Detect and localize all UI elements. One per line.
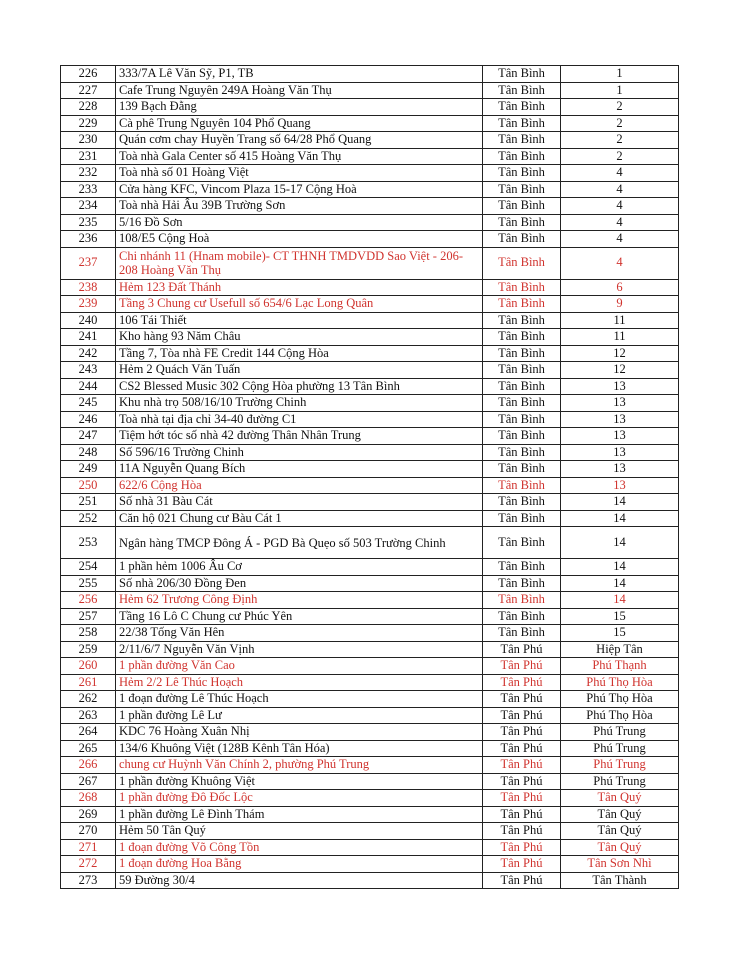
table-row — [61, 214, 679, 231]
table-row — [61, 132, 679, 149]
row-address: CS2 Blessed Music 302 Cộng Hòa phường 13 Tân Bình — [116, 378, 483, 395]
row-district: Tân Bình — [483, 99, 561, 116]
row-number: 259 — [61, 641, 116, 658]
table-row — [61, 592, 679, 609]
row-ward: Phú Thọ Hòa — [561, 707, 679, 724]
table-row — [61, 839, 679, 856]
row-address: 22/38 Tống Văn Hên — [116, 625, 483, 642]
table-row — [61, 625, 679, 642]
row-number: 257 — [61, 608, 116, 625]
row-ward: 4 — [561, 198, 679, 215]
row-address: Hẻm 50 Tân Quý — [116, 823, 483, 840]
row-number: 250 — [61, 477, 116, 494]
row-district: Tân Bình — [483, 444, 561, 461]
row-address: 108/E5 Cộng Hoà — [116, 231, 483, 248]
row-ward: 9 — [561, 296, 679, 313]
row-district: Tân Phú — [483, 856, 561, 873]
location-table — [60, 65, 679, 889]
row-address: 11A Nguyễn Quang Bích — [116, 461, 483, 478]
row-district: Tân Phú — [483, 674, 561, 691]
row-ward: 12 — [561, 362, 679, 379]
row-district: Tân Bình — [483, 115, 561, 132]
row-ward: Phú Trung — [561, 740, 679, 757]
row-address: Hẻm 62 Trương Công Định — [116, 592, 483, 609]
row-ward: 13 — [561, 461, 679, 478]
row-ward: Tân Quý — [561, 790, 679, 807]
row-number: 272 — [61, 856, 116, 873]
row-address: 139 Bạch Đằng — [116, 99, 483, 116]
row-address: Toà nhà Gala Center số 415 Hoàng Văn Thụ — [116, 148, 483, 165]
table-row — [61, 773, 679, 790]
table-row — [61, 165, 679, 182]
row-number: 253 — [61, 527, 116, 559]
row-number: 254 — [61, 559, 116, 576]
row-address: 1 đoạn đường Hoa Bằng — [116, 856, 483, 873]
row-ward: 2 — [561, 148, 679, 165]
row-number: 258 — [61, 625, 116, 642]
row-ward: 13 — [561, 477, 679, 494]
row-district: Tân Bình — [483, 575, 561, 592]
table-row — [61, 444, 679, 461]
row-ward: 4 — [561, 181, 679, 198]
row-number: 229 — [61, 115, 116, 132]
row-ward: 4 — [561, 165, 679, 182]
row-address: Số nhà 206/30 Đồng Đen — [116, 575, 483, 592]
row-number: 236 — [61, 231, 116, 248]
table-row — [61, 115, 679, 132]
row-number: 235 — [61, 214, 116, 231]
row-district: Tân Bình — [483, 395, 561, 412]
row-district: Tân Phú — [483, 691, 561, 708]
row-address: 1 phần hẻm 1006 Âu Cơ — [116, 559, 483, 576]
row-number: 246 — [61, 411, 116, 428]
row-address: KDC 76 Hoàng Xuân Nhị — [116, 724, 483, 741]
row-ward: 2 — [561, 115, 679, 132]
row-address: 5/16 Đồ Sơn — [116, 214, 483, 231]
row-district: Tân Phú — [483, 773, 561, 790]
row-number: 264 — [61, 724, 116, 741]
row-number: 237 — [61, 247, 116, 279]
table-row — [61, 247, 679, 279]
row-district: Tân Bình — [483, 214, 561, 231]
row-district: Tân Phú — [483, 823, 561, 840]
row-address: 59 Đường 30/4 — [116, 872, 483, 889]
row-ward: 13 — [561, 411, 679, 428]
row-district: Tân Phú — [483, 740, 561, 757]
table-row — [61, 461, 679, 478]
table-row — [61, 790, 679, 807]
row-number: 228 — [61, 99, 116, 116]
row-district: Tân Bình — [483, 231, 561, 248]
row-address: Chi nhánh 11 (Hnam mobile)- CT THNH TMDVDD Sao Việt - 206-208 Hoàng Văn Thụ — [116, 247, 483, 279]
row-district: Tân Bình — [483, 362, 561, 379]
row-number: 244 — [61, 378, 116, 395]
row-address: Hẻm 2/2 Lê Thúc Hoạch — [116, 674, 483, 691]
row-ward: 14 — [561, 575, 679, 592]
row-ward: 4 — [561, 214, 679, 231]
row-district: Tân Bình — [483, 428, 561, 445]
table-row — [61, 757, 679, 774]
table-row — [61, 707, 679, 724]
row-number: 245 — [61, 395, 116, 412]
row-address: Số nhà 31 Bàu Cát — [116, 494, 483, 511]
row-ward: Hiệp Tân — [561, 641, 679, 658]
row-district: Tân Bình — [483, 148, 561, 165]
row-district: Tân Phú — [483, 658, 561, 675]
row-number: 270 — [61, 823, 116, 840]
row-district: Tân Bình — [483, 378, 561, 395]
row-ward: Tân Quý — [561, 823, 679, 840]
row-number: 227 — [61, 82, 116, 99]
table-row — [61, 198, 679, 215]
row-number: 243 — [61, 362, 116, 379]
row-number: 249 — [61, 461, 116, 478]
row-address: 1 đoạn đường Võ Công Tồn — [116, 839, 483, 856]
table-row — [61, 411, 679, 428]
row-number: 248 — [61, 444, 116, 461]
row-ward: 13 — [561, 428, 679, 445]
row-ward: 13 — [561, 378, 679, 395]
row-address: Kho hàng 93 Năm Châu — [116, 329, 483, 346]
table-row — [61, 872, 679, 889]
row-address: 1 phần đường Lê Đình Thám — [116, 806, 483, 823]
row-district: Tân Phú — [483, 724, 561, 741]
row-ward: Phú Thạnh — [561, 658, 679, 675]
row-district: Tân Bình — [483, 66, 561, 83]
row-number: 260 — [61, 658, 116, 675]
row-ward: 15 — [561, 625, 679, 642]
table-row — [61, 559, 679, 576]
row-address: 134/6 Khuông Việt (128B Kênh Tân Hóa) — [116, 740, 483, 757]
table-row — [61, 724, 679, 741]
row-address: Khu nhà trọ 508/16/10 Trường Chinh — [116, 395, 483, 412]
row-ward: 1 — [561, 82, 679, 99]
row-number: 233 — [61, 181, 116, 198]
table-row — [61, 148, 679, 165]
row-address: Hẻm 123 Đất Thánh — [116, 279, 483, 296]
row-address: Tiệm hớt tóc số nhà 42 đường Thân Nhân Trung — [116, 428, 483, 445]
row-address: Tầng 7, Tòa nhà FE Credit 144 Cộng Hòa — [116, 345, 483, 362]
row-district: Tân Phú — [483, 872, 561, 889]
table-row — [61, 641, 679, 658]
row-ward: 4 — [561, 231, 679, 248]
row-district: Tân Bình — [483, 198, 561, 215]
table-body — [61, 66, 679, 889]
row-ward: Phú Thọ Hòa — [561, 691, 679, 708]
table-row — [61, 312, 679, 329]
table-row — [61, 181, 679, 198]
row-number: 230 — [61, 132, 116, 149]
table-row — [61, 527, 679, 559]
row-address: 1 phần đường Lê Lư — [116, 707, 483, 724]
table-row — [61, 279, 679, 296]
row-ward: 11 — [561, 329, 679, 346]
row-number: 261 — [61, 674, 116, 691]
row-ward: Tân Quý — [561, 806, 679, 823]
row-address: 1 phần đường Văn Cao — [116, 658, 483, 675]
row-district: Tân Bình — [483, 494, 561, 511]
row-number: 238 — [61, 279, 116, 296]
table-row — [61, 608, 679, 625]
table-row — [61, 395, 679, 412]
row-address: chung cư Huỳnh Văn Chính 2, phường Phú Trung — [116, 757, 483, 774]
row-district: Tân Bình — [483, 312, 561, 329]
table-row — [61, 658, 679, 675]
row-address: Quán cơm chay Huyền Trang số 64/28 Phổ Quang — [116, 132, 483, 149]
row-district: Tân Phú — [483, 790, 561, 807]
row-ward: 4 — [561, 247, 679, 279]
row-number: 252 — [61, 510, 116, 527]
row-district: Tân Bình — [483, 165, 561, 182]
row-district: Tân Bình — [483, 411, 561, 428]
row-address: 1 đoạn đường Lê Thúc Hoạch — [116, 691, 483, 708]
row-ward: Phú Trung — [561, 724, 679, 741]
row-district: Tân Phú — [483, 839, 561, 856]
row-address: Tầng 3 Chung cư Usefull số 654/6 Lạc Long Quân — [116, 296, 483, 313]
table-row — [61, 856, 679, 873]
table-row — [61, 806, 679, 823]
row-district: Tân Bình — [483, 82, 561, 99]
row-ward: Phú Thọ Hòa — [561, 674, 679, 691]
row-district: Tân Bình — [483, 510, 561, 527]
row-number: 265 — [61, 740, 116, 757]
row-ward: 14 — [561, 527, 679, 559]
row-address: Toà nhà Hải Âu 39B Trường Sơn — [116, 198, 483, 215]
row-number: 273 — [61, 872, 116, 889]
row-district: Tân Phú — [483, 757, 561, 774]
row-address: 333/7A Lê Văn Sỹ, P1, TB — [116, 66, 483, 83]
row-district: Tân Bình — [483, 477, 561, 494]
row-number: 255 — [61, 575, 116, 592]
row-number: 239 — [61, 296, 116, 313]
table-row — [61, 740, 679, 757]
row-number: 271 — [61, 839, 116, 856]
row-address: Cafe Trung Nguyên 249A Hoàng Văn Thụ — [116, 82, 483, 99]
row-number: 267 — [61, 773, 116, 790]
row-number: 241 — [61, 329, 116, 346]
row-ward: Tân Sơn Nhì — [561, 856, 679, 873]
table-row — [61, 494, 679, 511]
table-row — [61, 823, 679, 840]
table-row — [61, 510, 679, 527]
table-row — [61, 66, 679, 83]
row-ward: 1 — [561, 66, 679, 83]
row-district: Tân Bình — [483, 132, 561, 149]
table-row — [61, 329, 679, 346]
row-number: 266 — [61, 757, 116, 774]
table-row — [61, 575, 679, 592]
row-district: Tân Phú — [483, 641, 561, 658]
row-address: Cửa hàng KFC, Vincom Plaza 15-17 Cộng Hoà — [116, 181, 483, 198]
row-ward: Phú Trung — [561, 773, 679, 790]
row-district: Tân Bình — [483, 608, 561, 625]
row-number: 268 — [61, 790, 116, 807]
row-address: Cà phê Trung Nguyên 104 Phổ Quang — [116, 115, 483, 132]
row-number: 242 — [61, 345, 116, 362]
row-number: 269 — [61, 806, 116, 823]
row-district: Tân Phú — [483, 707, 561, 724]
row-address: 2/11/6/7 Nguyễn Văn Vịnh — [116, 641, 483, 658]
row-address: Ngân hàng TMCP Đông Á - PGD Bà Quẹo số 503 Trường Chinh — [116, 527, 483, 559]
table-row — [61, 296, 679, 313]
row-number: 256 — [61, 592, 116, 609]
row-district: Tân Bình — [483, 559, 561, 576]
row-number: 247 — [61, 428, 116, 445]
row-ward: 6 — [561, 279, 679, 296]
row-district: Tân Bình — [483, 181, 561, 198]
row-ward: 2 — [561, 132, 679, 149]
row-address: Căn hộ 021 Chung cư Bàu Cát 1 — [116, 510, 483, 527]
row-ward: 15 — [561, 608, 679, 625]
row-number: 226 — [61, 66, 116, 83]
row-address: Số 596/16 Trường Chinh — [116, 444, 483, 461]
table-row — [61, 362, 679, 379]
row-address: 1 phần đường Khuông Việt — [116, 773, 483, 790]
row-ward: 13 — [561, 395, 679, 412]
table-row — [61, 378, 679, 395]
row-ward: Phú Trung — [561, 757, 679, 774]
row-address: Toà nhà tại địa chỉ 34-40 đường C1 — [116, 411, 483, 428]
row-address: 106 Tái Thiết — [116, 312, 483, 329]
row-ward: 11 — [561, 312, 679, 329]
table-row — [61, 674, 679, 691]
table-row — [61, 231, 679, 248]
row-district: Tân Bình — [483, 527, 561, 559]
row-ward: 12 — [561, 345, 679, 362]
row-ward: 14 — [561, 592, 679, 609]
row-district: Tân Bình — [483, 625, 561, 642]
row-district: Tân Bình — [483, 247, 561, 279]
table-row — [61, 428, 679, 445]
row-number: 251 — [61, 494, 116, 511]
row-number: 240 — [61, 312, 116, 329]
row-district: Tân Bình — [483, 296, 561, 313]
row-address: Tầng 16 Lô C Chung cư Phúc Yên — [116, 608, 483, 625]
row-address: 622/6 Cộng Hòa — [116, 477, 483, 494]
row-number: 231 — [61, 148, 116, 165]
row-number: 263 — [61, 707, 116, 724]
row-district: Tân Bình — [483, 345, 561, 362]
row-ward: 14 — [561, 494, 679, 511]
row-number: 234 — [61, 198, 116, 215]
row-ward: Tân Quý — [561, 839, 679, 856]
row-address: 1 phần đường Đô Đốc Lộc — [116, 790, 483, 807]
row-address: Toà nhà số 01 Hoàng Việt — [116, 165, 483, 182]
row-district: Tân Bình — [483, 461, 561, 478]
table-row — [61, 691, 679, 708]
row-district: Tân Bình — [483, 279, 561, 296]
row-ward: 2 — [561, 99, 679, 116]
row-district: Tân Bình — [483, 592, 561, 609]
row-number: 262 — [61, 691, 116, 708]
table-row — [61, 82, 679, 99]
table-row — [61, 345, 679, 362]
row-ward: 14 — [561, 559, 679, 576]
row-address: Hẻm 2 Quách Văn Tuấn — [116, 362, 483, 379]
row-ward: 14 — [561, 510, 679, 527]
table-row — [61, 99, 679, 116]
row-ward: Tân Thành — [561, 872, 679, 889]
table-row — [61, 477, 679, 494]
row-ward: 13 — [561, 444, 679, 461]
row-district: Tân Bình — [483, 329, 561, 346]
row-district: Tân Phú — [483, 806, 561, 823]
row-number: 232 — [61, 165, 116, 182]
